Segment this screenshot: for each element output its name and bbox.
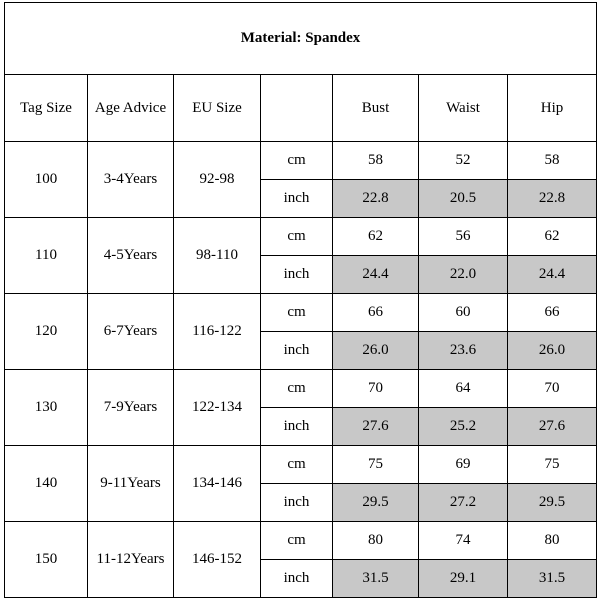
unit-inch-cell: inch <box>261 560 333 598</box>
eu-size-cell: 122-134 <box>174 370 261 446</box>
unit-inch-cell: inch <box>261 408 333 446</box>
unit-cm-cell: cm <box>261 446 333 484</box>
age-advice-cell: 9-11Years <box>88 446 174 522</box>
hip-inch-cell-value: 31.5 <box>508 560 596 597</box>
age-advice-cell: 11-12Years <box>88 522 174 598</box>
bust-inch-cell <box>333 332 419 370</box>
chart-title: Material: Spandex <box>5 3 597 75</box>
unit-cm-cell: cm <box>261 142 333 180</box>
waist-inch-cell <box>419 560 508 598</box>
hip-cm-cell: 62 <box>508 218 597 256</box>
unit-inch-cell: inch <box>261 180 333 218</box>
bust-cm-cell: 75 <box>333 446 419 484</box>
hip-inch-cell-value: 29.5 <box>508 484 596 521</box>
header-row <box>5 75 597 142</box>
eu-size-cell: 92-98 <box>174 142 261 218</box>
hip-cm-cell: 75 <box>508 446 597 484</box>
waist-cm-cell: 60 <box>419 294 508 332</box>
waist-cm-cell: 52 <box>419 142 508 180</box>
eu-size-cell: 146-152 <box>174 522 261 598</box>
bust-inch-cell <box>333 180 419 218</box>
hip-cm-cell: 58 <box>508 142 597 180</box>
table-row <box>5 522 597 560</box>
header-bust: Bust <box>333 75 419 142</box>
waist-inch-cell-value: 22.0 <box>419 256 507 293</box>
unit-cm-cell: cm <box>261 522 333 560</box>
bust-inch-cell-value: 31.5 <box>333 560 418 597</box>
waist-inch-cell <box>419 256 508 294</box>
waist-inch-cell-value: 25.2 <box>419 408 507 445</box>
table-row <box>5 142 597 180</box>
tag-size-cell: 120 <box>5 294 88 370</box>
hip-inch-cell <box>508 332 597 370</box>
unit-cm-cell: cm <box>261 218 333 256</box>
header-tag-size: Tag Size <box>5 75 88 142</box>
hip-inch-cell <box>508 408 597 446</box>
table-row <box>5 370 597 408</box>
header-age-advice: Age Advice <box>88 75 174 142</box>
waist-cm-cell: 74 <box>419 522 508 560</box>
waist-cm-cell: 69 <box>419 446 508 484</box>
waist-inch-cell <box>419 408 508 446</box>
waist-cm-cell: 56 <box>419 218 508 256</box>
header-eu-size: EU Size <box>174 75 261 142</box>
bust-cm-cell: 62 <box>333 218 419 256</box>
hip-inch-cell-value: 24.4 <box>508 256 596 293</box>
waist-inch-cell <box>419 180 508 218</box>
bust-inch-cell <box>333 256 419 294</box>
waist-cm-cell: 64 <box>419 370 508 408</box>
bust-cm-cell: 70 <box>333 370 419 408</box>
bust-cm-cell: 80 <box>333 522 419 560</box>
waist-inch-cell-value: 20.5 <box>419 180 507 217</box>
eu-size-cell: 98-110 <box>174 218 261 294</box>
age-advice-cell: 3-4Years <box>88 142 174 218</box>
hip-cm-cell: 80 <box>508 522 597 560</box>
size-chart-table <box>4 2 597 598</box>
unit-cm-cell: cm <box>261 370 333 408</box>
age-advice-cell: 7-9Years <box>88 370 174 446</box>
table-row <box>5 218 597 256</box>
header-waist: Waist <box>419 75 508 142</box>
hip-inch-cell-value: 26.0 <box>508 332 596 369</box>
header-hip: Hip <box>508 75 597 142</box>
bust-inch-cell <box>333 484 419 522</box>
bust-inch-cell-value: 29.5 <box>333 484 418 521</box>
unit-inch-cell: inch <box>261 332 333 370</box>
bust-inch-cell-value: 24.4 <box>333 256 418 293</box>
hip-inch-cell <box>508 180 597 218</box>
table-row <box>5 294 597 332</box>
unit-inch-cell: inch <box>261 256 333 294</box>
bust-inch-cell <box>333 408 419 446</box>
hip-inch-cell <box>508 560 597 598</box>
waist-inch-cell-value: 27.2 <box>419 484 507 521</box>
table-row <box>5 446 597 484</box>
tag-size-cell: 130 <box>5 370 88 446</box>
tag-size-cell: 140 <box>5 446 88 522</box>
hip-cm-cell: 66 <box>508 294 597 332</box>
waist-inch-cell <box>419 332 508 370</box>
hip-cm-cell: 70 <box>508 370 597 408</box>
hip-inch-cell-value: 22.8 <box>508 180 596 217</box>
bust-inch-cell-value: 22.8 <box>333 180 418 217</box>
waist-inch-cell <box>419 484 508 522</box>
hip-inch-cell-value: 27.6 <box>508 408 596 445</box>
eu-size-cell: 134-146 <box>174 446 261 522</box>
bust-cm-cell: 66 <box>333 294 419 332</box>
bust-inch-cell-value: 27.6 <box>333 408 418 445</box>
bust-inch-cell <box>333 560 419 598</box>
waist-inch-cell-value: 23.6 <box>419 332 507 369</box>
bust-inch-cell-value: 26.0 <box>333 332 418 369</box>
age-advice-cell: 4-5Years <box>88 218 174 294</box>
header-unit <box>261 75 333 142</box>
hip-inch-cell <box>508 484 597 522</box>
tag-size-cell: 150 <box>5 522 88 598</box>
bust-cm-cell: 58 <box>333 142 419 180</box>
eu-size-cell: 116-122 <box>174 294 261 370</box>
title-row <box>5 3 597 75</box>
tag-size-cell: 110 <box>5 218 88 294</box>
age-advice-cell: 6-7Years <box>88 294 174 370</box>
unit-inch-cell: inch <box>261 484 333 522</box>
tag-size-cell: 100 <box>5 142 88 218</box>
waist-inch-cell-value: 29.1 <box>419 560 507 597</box>
unit-cm-cell: cm <box>261 294 333 332</box>
hip-inch-cell <box>508 256 597 294</box>
